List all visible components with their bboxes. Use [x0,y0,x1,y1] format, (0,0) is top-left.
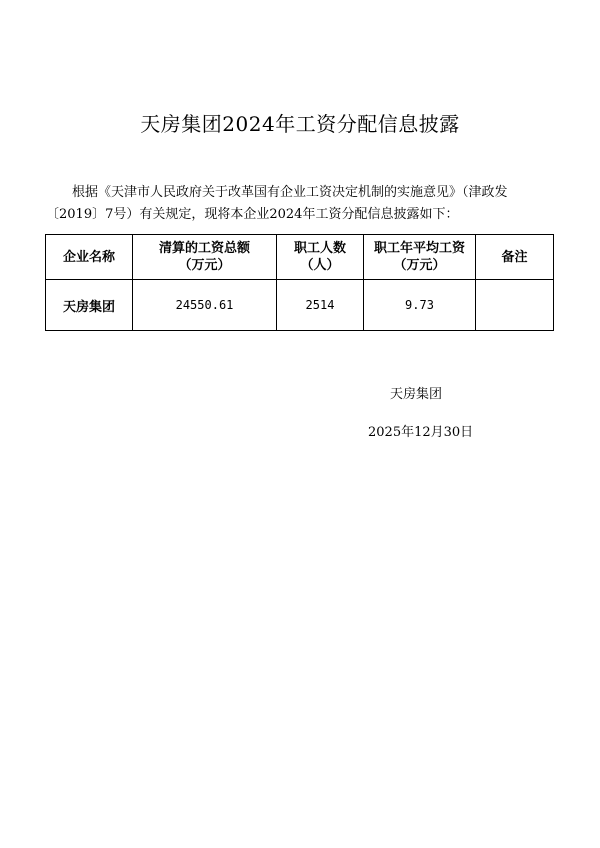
signature-org: 天房集团 [390,387,443,402]
table-header-row [46,235,554,280]
header-total-wages-unit: （万元） [178,258,231,273]
header-employee-count-label: 职工人数 [293,241,346,256]
table-row [46,280,554,331]
header-remarks [476,235,554,280]
header-company-name [46,235,133,280]
document-title: 天房集团2024年工资分配信息披露 [140,112,460,136]
header-average-wage-label: 职工年平均工资 [373,241,465,256]
header-remarks-label: 备注 [501,249,528,265]
cell-employee-count: 2514 [277,280,364,331]
cell-company-name: 天房集团 [46,280,133,331]
cell-average-wage: 9.73 [364,280,476,331]
cell-total-wages: 24550.61 [133,280,277,331]
header-employee-count [277,235,364,280]
wage-distribution-table [45,234,554,331]
header-average-wage [364,235,476,280]
header-employee-count-unit: （人） [300,258,340,273]
header-average-wage-unit: （万元） [393,258,446,273]
signature-date: 2025年12月30日 [368,425,474,440]
cell-remarks [476,280,554,331]
header-company-name-label: 企业名称 [62,249,115,265]
header-total-wages [133,235,277,280]
intro-text-line-2: 发〔2019〕7号）有关规定，现将本企业2024年工资分配信息披露如下： [46,185,508,222]
intro-paragraph [46,182,556,226]
intro-text-line-1: 根据《天津市人民政府关于改革国有企业工资决定机制的实施意见》（津政 [72,185,495,200]
header-total-wages-label: 清算的工资总额 [158,241,250,256]
